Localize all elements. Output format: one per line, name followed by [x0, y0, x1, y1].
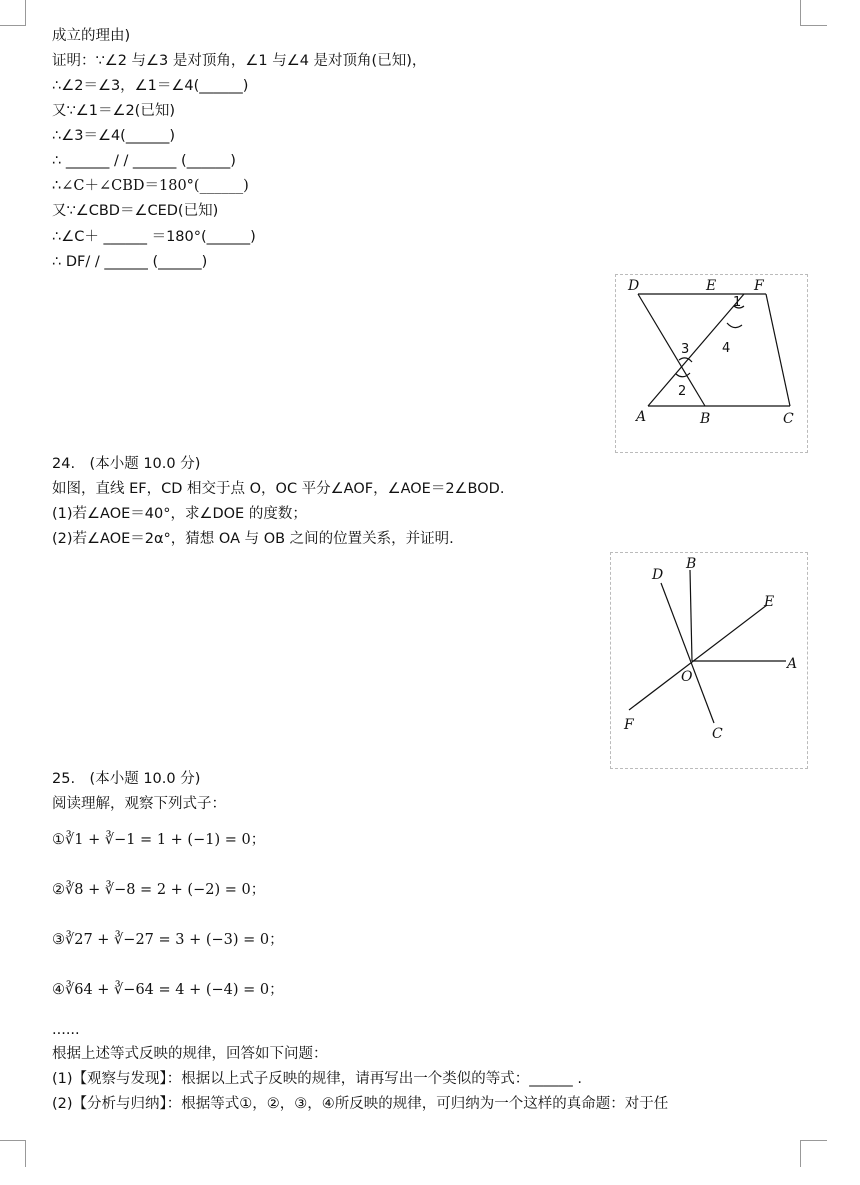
corner-mark-top-left [0, 0, 26, 26]
proof-line-5: ∴∠3＝∠4(______) [52, 128, 175, 144]
label-F: F [624, 717, 634, 733]
label-C: C [712, 726, 723, 742]
label-C: C [783, 411, 794, 427]
proof-line-3: ∴∠2＝∠3，∠1＝∠4(______) [52, 78, 249, 94]
label-D: D [652, 567, 664, 583]
figure-parallel-lines-svg [616, 275, 807, 452]
q24-header: 24. (本小题 10.0 分) [52, 456, 201, 472]
corner-mark-bottom-left [0, 1140, 26, 1167]
proof-line-7: ∴∠C＋∠CBD＝180°(______) [52, 178, 249, 194]
angle-label-3: 3 [681, 342, 690, 357]
label-B: B [700, 411, 711, 427]
q25-part1: (1)【观察与发现】：根据以上式子反映的规律，请再写出一个类似的等式：______ . [52, 1071, 583, 1087]
angle-2-arc [676, 373, 690, 377]
corner-mark-top-right [800, 0, 827, 26]
label-E: E [764, 594, 775, 610]
proof-line-9: ∴∠C＋ ______ ＝180°(______) [52, 229, 256, 245]
q25-equation-2: ②∛8 + ∛−8 = 2 + (−2) = 0； [52, 882, 266, 898]
q24-part1: (1)若∠AOE＝40°，求∠DOE 的度数； [52, 506, 307, 522]
line-DB [638, 294, 705, 406]
label-B: B [686, 556, 697, 572]
line-EF [629, 605, 767, 710]
corner-mark-bottom-right [800, 1140, 827, 1167]
q25-equation-4: ④∛64 + ∛−64 = 4 + (−4) = 0； [52, 982, 284, 998]
q25-prompt: 根据上述等式反映的规律，回答如下问题： [52, 1046, 328, 1062]
q25-part2: (2)【分析与归纳】：根据等式①，②，③，④所反映的规律，可归纳为一个这样的真命题：对于任 [52, 1096, 669, 1112]
label-O: O [681, 669, 693, 685]
q25-header: 25. (本小题 10.0 分) [52, 771, 201, 787]
proof-line-6: ∴ ______ / / ______ (______) [52, 153, 236, 169]
angle-label-4: 4 [722, 341, 731, 356]
label-A: A [636, 409, 647, 425]
figure-intersecting-lines [610, 552, 808, 769]
label-E: E [706, 278, 717, 294]
proof-line-8: 又∵∠CBD＝∠CED(已知) [52, 203, 219, 219]
line-FC [766, 294, 790, 406]
q25-equation-3: ③∛27 + ∛−27 = 3 + (−3) = 0； [52, 932, 284, 948]
q24-stem: 如图，直线 EF，CD 相交于点 O，OC 平分∠AOF，∠AOE＝2∠BOD. [52, 481, 505, 497]
q25-intro: 阅读理解，观察下列式子： [52, 796, 226, 812]
label-A: A [787, 656, 798, 672]
q24-part2: (2)若∠AOE＝2α°，猜想 OA 与 OB 之间的位置关系，并证明. [52, 531, 454, 547]
proof-line-10: ∴ DF/ / ______ (______) [52, 254, 208, 270]
proof-line-1: 成立的理由) [52, 28, 131, 44]
figure-parallel-lines [615, 274, 808, 453]
label-D: D [628, 278, 640, 294]
label-F: F [754, 278, 764, 294]
ray-OB [690, 570, 692, 661]
proof-line-2: 证明：∵∠2 与∠3 是对顶角，∠1 与∠4 是对顶角(已知)， [52, 53, 427, 69]
line-DC [661, 583, 714, 723]
q25-equation-1: ①∛1 + ∛−1 = 1 + (−1) = 0； [52, 832, 266, 848]
q25-ellipsis: ...... [52, 1022, 80, 1038]
angle-4-arc [727, 323, 742, 328]
figure-intersecting-lines-svg [611, 553, 807, 768]
angle-label-2: 2 [678, 384, 687, 399]
proof-line-4: 又∵∠1＝∠2(已知) [52, 103, 175, 119]
angle-label-1: 1 [733, 295, 742, 310]
